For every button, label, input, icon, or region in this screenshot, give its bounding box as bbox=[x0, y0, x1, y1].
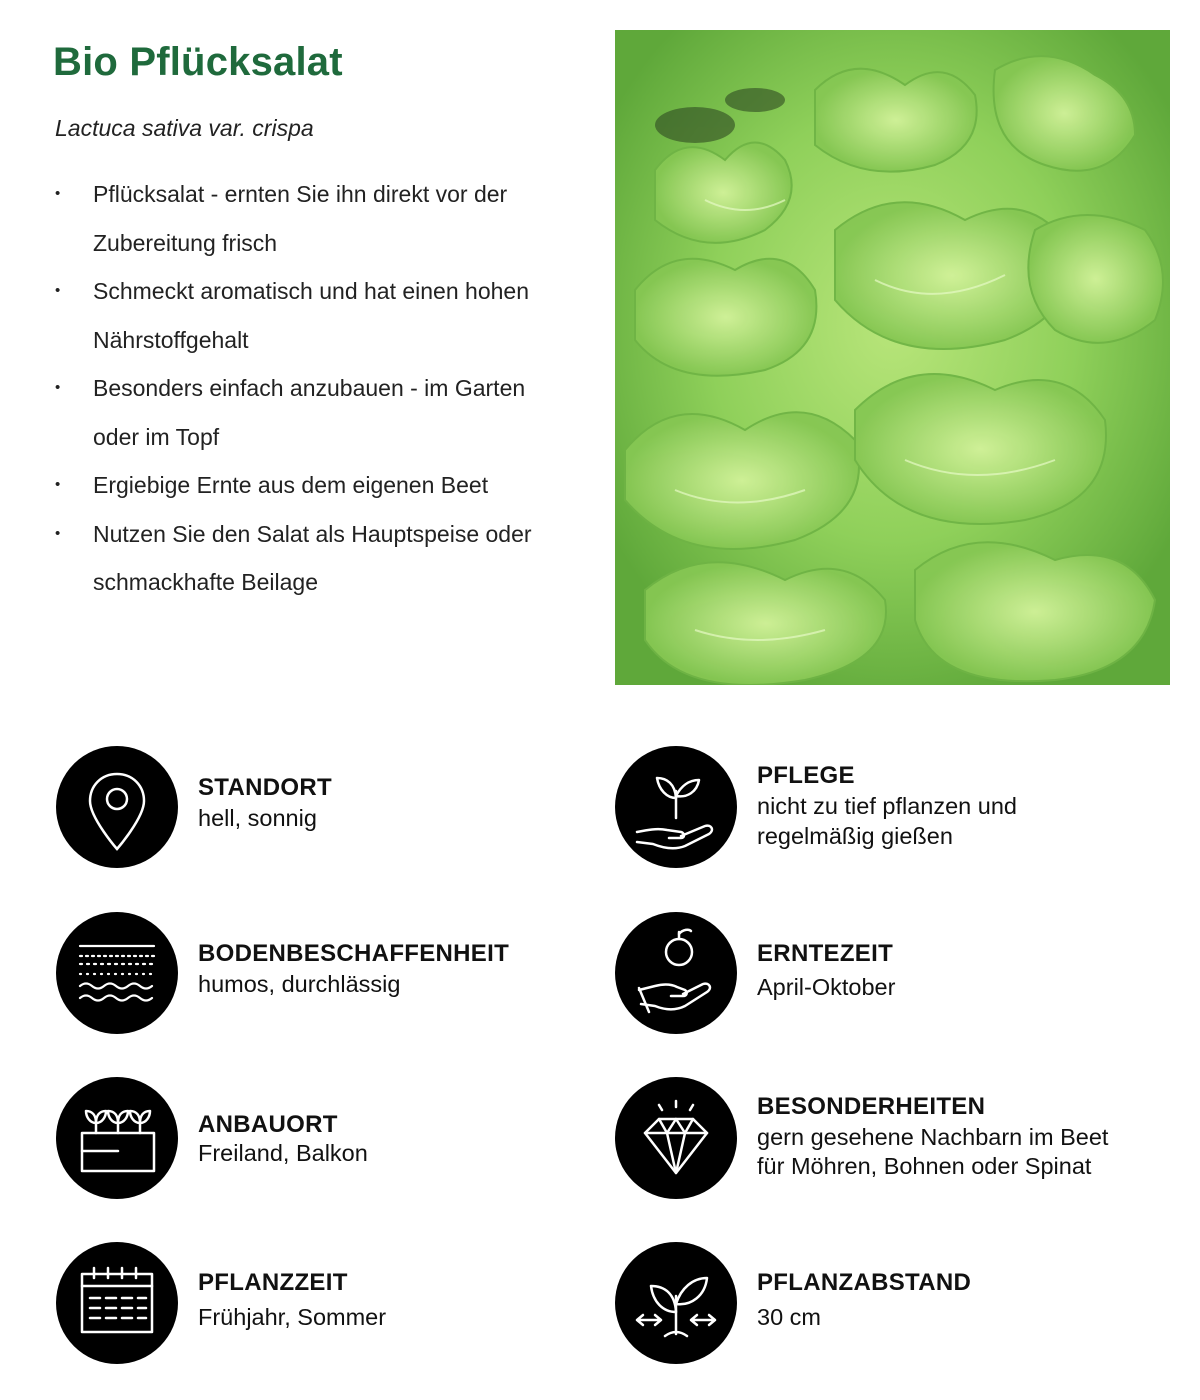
feature-value: 30 cm bbox=[757, 1304, 821, 1330]
feature-erntezeit bbox=[615, 912, 1175, 1042]
feature-value-line2: regelmäßig gießen bbox=[757, 823, 953, 849]
feature-boden bbox=[56, 912, 616, 1042]
feature-label: ERNTEZEIT bbox=[757, 940, 894, 967]
location-pin-icon bbox=[56, 746, 178, 868]
feature-label: BESONDERHEITEN bbox=[757, 1093, 986, 1120]
feature-label: ANBAUORT bbox=[198, 1111, 338, 1138]
bullet-item: • Nutzen Sie den Salat als Hauptspeise oder schmackhafte Beilage bbox=[55, 510, 565, 607]
feature-pflanzzeit bbox=[56, 1242, 616, 1372]
feature-label: STANDORT bbox=[198, 774, 332, 801]
bullet-item: • Besonders einfach anzubauen - im Garten oder im Topf bbox=[55, 364, 565, 461]
sprout-in-hand-icon bbox=[615, 746, 737, 868]
feature-pflanzabstand bbox=[615, 1242, 1175, 1372]
fruit-in-hand-icon bbox=[615, 912, 737, 1034]
feature-value-line1: gern gesehene Nachbarn im Beet bbox=[757, 1124, 1109, 1150]
latin-name: Lactuca sativa var. crispa bbox=[55, 115, 314, 141]
plant-spacing-icon bbox=[615, 1242, 737, 1364]
feature-value: Frühjahr, Sommer bbox=[198, 1304, 387, 1330]
calendar-icon bbox=[56, 1242, 178, 1364]
feature-value: hell, sonnig bbox=[198, 805, 317, 831]
feature-value: humos, durchlässig bbox=[198, 971, 401, 997]
feature-bullet-list bbox=[55, 170, 565, 607]
feature-value: Freiland, Balkon bbox=[198, 1140, 368, 1166]
product-title: Bio Pflücksalat bbox=[53, 40, 343, 84]
feature-label: PFLANZABSTAND bbox=[757, 1269, 972, 1296]
bullet-item: • Schmeckt aromatisch und hat einen hohen Nährstoffgehalt bbox=[55, 267, 565, 364]
bullet-item: • Ergiebige Ernte aus dem eigenen Beet bbox=[55, 461, 565, 510]
feature-label: PFLANZZEIT bbox=[198, 1269, 348, 1296]
soil-layers-icon bbox=[56, 912, 178, 1034]
feature-value: April-Oktober bbox=[757, 974, 896, 1000]
diamond-icon bbox=[615, 1077, 737, 1199]
feature-value-line1: nicht zu tief pflanzen und bbox=[757, 793, 1017, 819]
feature-pflege bbox=[615, 746, 1175, 876]
bullet-item: • Pflücksalat - ernten Sie ihn direkt vor der Zubereitung frisch bbox=[55, 170, 565, 267]
planter-box-icon bbox=[56, 1077, 178, 1199]
feature-label: BODENBESCHAFFENHEIT bbox=[198, 940, 510, 967]
feature-standort bbox=[56, 746, 616, 876]
feature-label: PFLEGE bbox=[757, 762, 855, 789]
feature-anbauort bbox=[56, 1077, 616, 1207]
lettuce-photo bbox=[615, 30, 1170, 685]
feature-value-line2: für Möhren, Bohnen oder Spinat bbox=[757, 1153, 1092, 1179]
feature-besonderheiten bbox=[615, 1077, 1175, 1207]
